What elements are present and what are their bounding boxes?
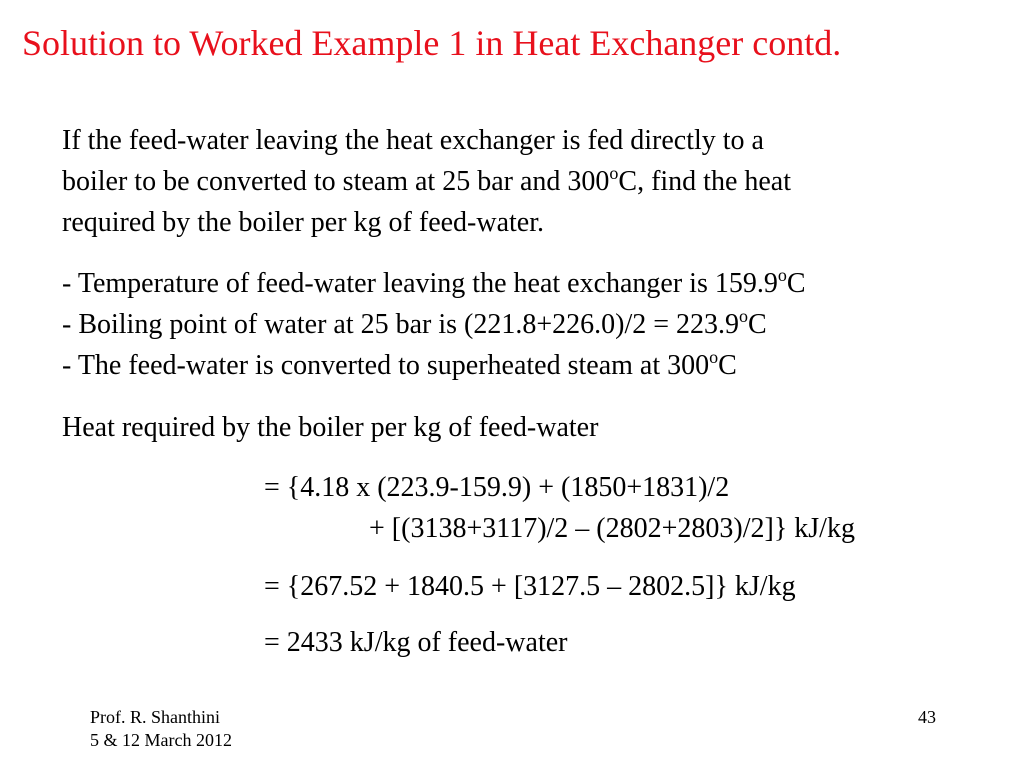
problem-line-1: If the feed-water leaving the heat exchanger is fed directly to a — [62, 125, 764, 156]
equation-line-2: = {267.52 + 1840.5 + [3127.5 – 2802.5]} kJ/kg — [264, 571, 796, 602]
fact-3-text: - The feed-water is converted to superheated steam at 300 — [62, 350, 710, 381]
problem-line-3: required by the boiler per kg of feed-water. — [62, 207, 545, 238]
fact-2-unit: C — [748, 309, 767, 340]
problem-line-2-text: boiler to be converted to steam at 25 bar and 300 — [62, 166, 610, 197]
equation-line-1-continued: + [(3138+3117)/2 – (2802+2803)/2]} kJ/kg — [369, 513, 855, 544]
solution-heading: Heat required by the boiler per kg of feed-water — [62, 412, 599, 443]
equation-result: = 2433 kJ/kg of feed-water — [264, 627, 568, 658]
fact-boiling-point — [62, 304, 806, 345]
footer-author: Prof. R. Shanthini — [90, 707, 221, 727]
degree-superscript: o — [709, 347, 719, 367]
slide-number: 43 — [918, 707, 936, 727]
fact-1-text: - Temperature of feed-water leaving the heat exchanger is 159.9 — [62, 268, 778, 299]
fact-1-unit: C — [786, 268, 806, 299]
slide-title: Solution to Worked Example 1 in Heat Exchanger contd. — [22, 23, 842, 63]
degree-superscript: o — [777, 265, 787, 285]
degree-superscript: o — [609, 163, 619, 183]
fact-3-unit: C — [718, 350, 737, 381]
fact-superheated-steam — [62, 345, 806, 386]
footer-credits — [90, 706, 232, 752]
fact-2-text: - Boiling point of water at 25 bar is (221.8+226.0)/2 = 223.9 — [62, 309, 740, 340]
problem-line-2-tail: C, find the heat — [618, 166, 792, 197]
problem-line-2 — [62, 161, 791, 202]
problem-statement — [62, 120, 791, 243]
degree-superscript: o — [739, 306, 749, 326]
footer-date: 5 & 12 March 2012 — [90, 730, 232, 750]
given-facts — [62, 263, 806, 386]
fact-feed-water-temperature — [62, 263, 806, 304]
equation-line-1: = {4.18 x (223.9-159.9) + (1850+1831)/2 — [264, 472, 730, 503]
